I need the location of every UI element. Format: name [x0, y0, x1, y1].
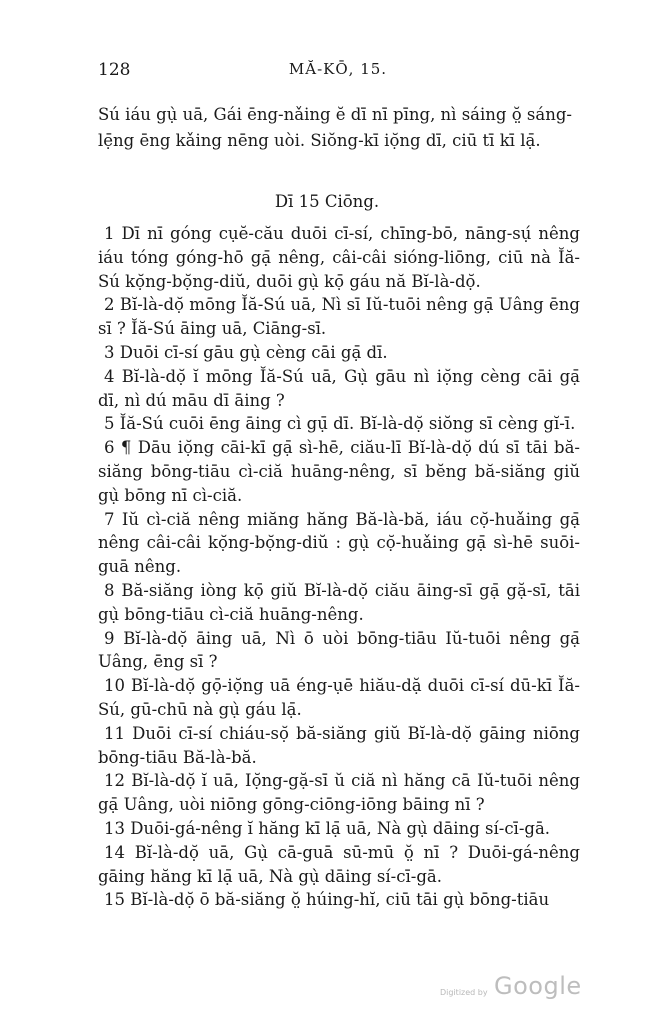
verse-14: 14 Bĭ-là-dọ̆ uā, Gụ̀ cā-guā sū-mū ŏ̤ nī ? Duōi-gá-nêng gāing hăng kī lạ̄ uā, Nà gụ̀ dāing sí-cī-gā. [98, 842, 580, 886]
verse-11: 11 Duōi cī-sí chiáu-sọ̆ bă-siăng giŭ Bĭ-là-dọ̆ gāing niōng bōng-tiāu Bă-là-bă. [98, 723, 580, 767]
intro-line: lẹ̄ng ēng kǎing nēng uòi. Siŏng-kī iọ̆ng dī, ciū tī kī lạ̄. [98, 131, 541, 150]
verse-6: 6 ¶ Dāu iọ̆ng cāi-kī gạ̄ sì-hē, ciău-lī Bĭ-là-dọ̆ dú sī tāi bă-siăng bōng-tiāu cì-ciă huāng-nêng, sī bĕng bă-siăng giŭ gụ̀ bōng nī cì-ciă. [98, 438, 580, 505]
page-header [98, 60, 578, 86]
intro-line: Sú iáu gụ̀ uā, Gái ēng-nǎing ĕ dī nī pīng, nì sáing ŏ̤ sáng- [98, 105, 572, 124]
verse-12: 12 Bĭ-là-dọ̆ ĭ uā, Iọ̆ng-gặ-sī ŭ ciă nì hăng cā Iŭ-tuōi nêng gạ̄ Uâng, uòi niōng gōng-ciōng-iōng bāing nī ? [98, 771, 580, 815]
verse-9: 9 Bĭ-là-dọ̆ āing uā, Nì ō uòi bōng-tiāu Iŭ-tuōi nêng gạ̄ Uâng, ēng sī ? [98, 628, 580, 672]
running-title: MĂ-KŌ, 15. [288, 60, 388, 78]
verse-8: 8 Bă-siăng iòng kọ̄ giŭ Bĭ-là-dọ̆ ciău āing-sī gạ̄ gặ-sī, tāi gụ̀ bōng-tiāu cì-ciă huāng-nêng. [98, 580, 580, 624]
digitized-by-label: Digitized by [440, 988, 488, 997]
verse-5: 5 Ĭă-Sú cuōi ēng āing cì gụ̄ dī. Bĭ-là-dọ̆ siŏng sī cèng gĭ-ī. [104, 414, 576, 434]
google-logo: Google [494, 972, 582, 1000]
verse-10: 10 Bĭ-là-dọ̆ gọ̄-iọ̆ng uā éng-ụē hiău-dặ duōi cī-sí dū-kī Ĭă-Sú, gū-chū nà gụ̀ gáu lạ̄. [98, 676, 580, 719]
digitization-watermark [440, 972, 580, 1002]
verse-4: 4 Bĭ-là-dọ̆ ĭ mōng Ĭă-Sú uā, Gụ̀ gāu nì iọ̆ng cèng cāi gạ̄ dī, nì dú māu dī āing ? [98, 366, 580, 410]
verse-13: 13 Duōi-gá-nêng ĭ hăng kī lạ̄ uā, Nà gụ̀ dāing sí-cī-gā. [104, 818, 551, 838]
verse-15: 15 Bĭ-là-dọ̆ ō bă-siăng ŏ̤ húing-hĭ, ciū tāi gụ̀ bōng-tiāu [104, 890, 550, 910]
verse-7: 7 Iŭ cì-ciă nêng miăng hăng Bă-là-bă, iáu cọ̆-huǎing gạ̄ nêng câi-câi kọ̆ng-bọ̆ng-diŭ : gụ̀ cọ̆-huǎing gạ̄ sì-hē suōi-guā nêng. [98, 509, 580, 577]
verse-3: 3 Duōi cī-sí gāu gụ̀ cèng cāi gạ̄ dī. [104, 342, 388, 362]
verse-1: 1 Dī nī góng cụĕ-cău duōi cī-sí, chīng-bō, nāng-sụ́ nêng iáu tóng góng-hō gạ̄ nêng, câi-câi sióng-liōng, ciū nà Ĭă-Sú kọ̆ng-bọ̆ng-diŭ, duōi gụ̀ kọ̄ gáu nă Bĭ-là-dọ̆. [98, 224, 580, 291]
chapter-title: Dī 15 Ciōng. [274, 192, 380, 211]
intro-paragraph [98, 102, 578, 154]
verse-list [98, 222, 580, 912]
page-number: 128 [98, 60, 131, 80]
verse-2: 2 Bĭ-là-dọ̆ mōng Ĭă-Sú uā, Nì sī Iŭ-tuōi nêng gạ̄ Uâng ēng sī ? Ĭă-Sú āing uā, Ciāng-sī. [98, 295, 580, 339]
